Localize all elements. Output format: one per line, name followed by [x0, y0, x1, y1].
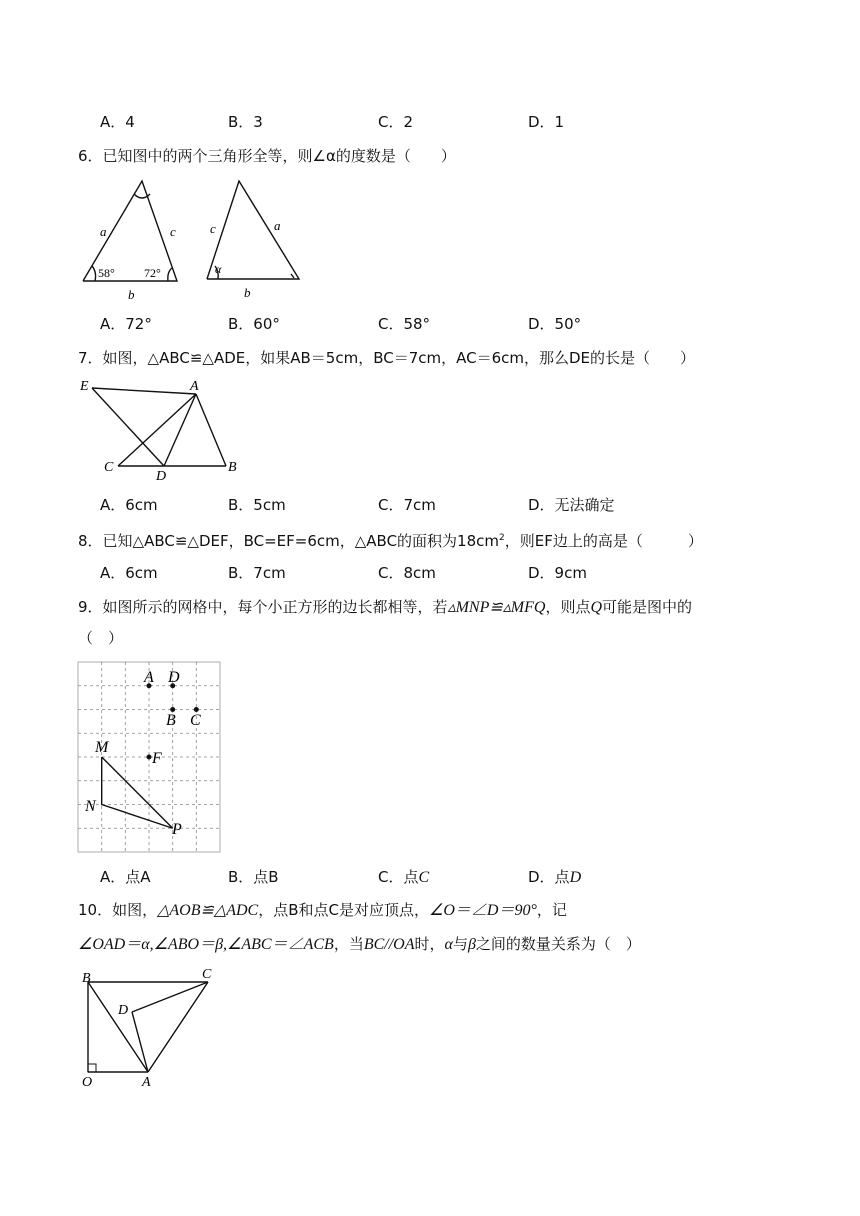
q9-option-c[interactable]: C．点C	[378, 868, 430, 886]
q6-option-d[interactable]: D．50°	[528, 315, 582, 333]
q7-figure	[78, 376, 248, 484]
q10-figure	[80, 968, 220, 1092]
q10-label-o: O	[82, 1075, 93, 1090]
q10-right-angle-mark	[88, 1064, 96, 1072]
q6-stem: 6．已知图中的两个三角形全等，则∠α的度数是（ ）	[78, 147, 456, 165]
q9-label-n: N	[85, 798, 96, 815]
q5-option-d[interactable]: D．1	[528, 113, 565, 131]
q9-grid-figure	[78, 662, 222, 854]
q9-label-c: C	[190, 712, 201, 729]
q6-left-label-a: a	[100, 224, 107, 239]
q7-option-b[interactable]: B．5cm	[228, 496, 286, 514]
q7-stem: 7．如图，△ABC≌△ADE，如果AB＝5cm，BC＝7cm，AC＝6cm，那么DE的长是（ ）	[78, 349, 695, 367]
q6-right-label-a: a	[274, 218, 281, 233]
q8-stem: 8．已知△ABC≌△DEF，BC=EF=6cm，△ABC的面积为$18cm^2$，则EF边上的高是（ ）	[78, 532, 703, 550]
q5-option-c[interactable]: C．2	[378, 113, 414, 131]
q8-option-d[interactable]: D．9cm	[528, 564, 587, 582]
q6-left-angle-58: 58°	[98, 266, 115, 280]
q6-figure-right	[204, 178, 304, 306]
q6-option-a[interactable]: A．72°	[100, 315, 152, 333]
q7-label-b: B	[228, 460, 237, 475]
q9-label-a: A	[144, 669, 154, 686]
q9-label-m: M	[95, 739, 109, 756]
q6-option-b[interactable]: B．60°	[228, 315, 280, 333]
q7-label-c: C	[104, 460, 114, 475]
q10-label-c: C	[202, 967, 212, 982]
q5-option-b[interactable]: B．3	[228, 113, 263, 131]
q7-label-a: A	[190, 379, 199, 394]
q9-label-b: B	[166, 712, 176, 729]
q8-option-b[interactable]: B．7cm	[228, 564, 286, 582]
q10-stem-line1: 10．如图，△AOB≌△ADC，点B和点C是对应顶点，∠O＝∠D＝90°，记	[78, 901, 567, 919]
q10-stem-line2: ∠OAD＝α,∠ABO＝β,∠ABC＝∠ACB，当BC//OA时，α与β之间的数量关系为（ ）	[78, 935, 641, 953]
q9-label-p: P	[172, 821, 182, 838]
q5-option-a[interactable]: A．4	[100, 113, 135, 131]
q6-left-angle-72: 72°	[144, 266, 161, 280]
q10-label-a: A	[142, 1075, 151, 1090]
q6-option-c[interactable]: C．58°	[378, 315, 431, 333]
q10-label-b: B	[82, 971, 91, 986]
q6-right-alpha: α	[215, 262, 222, 276]
q9-stem-paren: （ ）	[78, 629, 124, 647]
q7-option-c[interactable]: C．7cm	[378, 496, 436, 514]
q7-label-d: D	[156, 469, 167, 484]
q7-label-e: E	[80, 379, 89, 394]
q9-stem: 9．如图所示的网格中，每个小正方形的边长都相等，若▵MNP≌▵MFQ，则点Q可能是图中的	[78, 598, 693, 616]
q9-option-b[interactable]: B．点B	[228, 868, 279, 886]
q9-option-a[interactable]: A．点A	[100, 868, 151, 886]
q9-label-d: D	[168, 669, 180, 686]
q6-right-label-b: b	[244, 285, 251, 300]
q6-right-label-c: c	[210, 221, 216, 236]
q6-left-label-b: b	[128, 287, 135, 302]
q6-figure-left	[80, 178, 190, 306]
q8-option-c[interactable]: C．8cm	[378, 564, 436, 582]
q6-left-label-c: c	[170, 224, 176, 239]
q7-option-a[interactable]: A．6cm	[100, 496, 158, 514]
q10-label-d: D	[118, 1003, 129, 1018]
q7-option-d[interactable]: D．无法确定	[528, 496, 615, 514]
q9-point-f	[147, 755, 152, 760]
q8-option-a[interactable]: A．6cm	[100, 564, 158, 582]
q9-option-d[interactable]: D．点D	[528, 868, 582, 886]
q9-label-f: F	[152, 750, 162, 767]
